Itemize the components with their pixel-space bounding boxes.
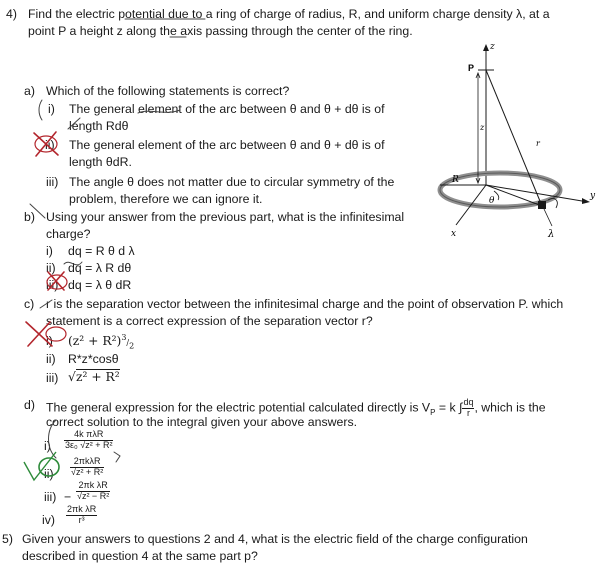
option-label: ii) — [44, 467, 54, 481]
pen-stroke — [30, 204, 45, 218]
option-label: iv) — [42, 513, 55, 527]
label-P: P — [468, 63, 475, 73]
fraction-den: r³ — [78, 514, 85, 525]
part-label: c) — [24, 297, 35, 311]
option-text-line1: The general element of the arc between θ and θ + dθ is of — [69, 138, 385, 152]
option-text: R*z*cosθ — [68, 352, 119, 366]
option-text: dq = λ R dθ — [68, 261, 132, 275]
cross-mark — [34, 132, 58, 156]
prompt-text: The general expression for the electric potential calculated directly is V — [46, 400, 431, 415]
expression-base: (z² + R²) — [68, 334, 122, 349]
separation-line-r — [486, 70, 542, 206]
label-y: y — [590, 191, 596, 201]
question-text-line2: described in question 4 at the same part p? — [22, 549, 258, 563]
ring-charge-figure — [420, 40, 600, 245]
label-lambda: λ — [548, 229, 555, 240]
cross-mark — [47, 272, 67, 290]
part-label: d) — [24, 398, 35, 412]
lambda-pointer — [544, 209, 552, 226]
cross-mark — [26, 322, 66, 346]
bracket-mark — [39, 100, 42, 120]
question-number: 5) — [2, 532, 13, 546]
option-label: iii) — [46, 371, 59, 385]
option-label: iii) — [44, 490, 57, 504]
exponent-den: 2 — [129, 341, 135, 351]
fraction-num: 2πk λR — [76, 481, 110, 492]
part-prompt: Which of the following statements is correct? — [46, 84, 290, 98]
option-text-line1: The angle θ does not matter due to circular symmetry of the — [69, 175, 395, 189]
prompt-text: = k ∫ — [435, 400, 463, 415]
option-label: ii) — [46, 352, 56, 366]
label-z-axis: z — [490, 42, 495, 52]
exponent-num: 3 — [121, 333, 127, 342]
option-text-line2: length Rdθ — [69, 119, 129, 133]
theta-arc — [494, 191, 499, 200]
option-expression: $(z^2 + R^2)^3/_2$ — [68, 333, 135, 351]
option-label: i) — [44, 439, 51, 453]
y-axis-arrow — [582, 198, 590, 204]
scribble-mark — [64, 262, 82, 265]
part-prompt-line1: r is the separation vector between the infinitesimal charge and the point of observation P. which — [46, 297, 564, 311]
pen-stroke — [68, 118, 80, 129]
part-label: a) — [24, 84, 35, 98]
pen-stroke — [40, 300, 52, 308]
label-x: x — [451, 229, 457, 239]
radicand: z² + R² — [76, 370, 120, 384]
option-label: i) — [46, 244, 53, 258]
option-text-line1: The general element of the arc between θ and θ + dθ is of — [69, 102, 385, 116]
option-expression: √z² + R² — [68, 370, 120, 384]
label-z-height: z — [480, 123, 485, 132]
option-label: i) — [48, 102, 55, 116]
label-R: R — [452, 175, 459, 185]
part-prompt-line1: Using your answer from the previous part, what is the infinitesimal — [46, 210, 405, 224]
option-text-line2: problem, therefore we can ignore it. — [69, 192, 263, 206]
option-text-line2: length θdR. — [69, 155, 132, 169]
prompt-text: , which is the — [474, 400, 546, 415]
option-label: i) — [46, 334, 53, 348]
fraction-num: 2πkλR — [70, 457, 104, 468]
fraction-num: 4k πλR — [64, 430, 113, 441]
fraction-den: √z² + R² — [71, 466, 104, 477]
option-label: ii) — [45, 138, 55, 152]
question-text-line1: Given your answers to questions 2 and 4, what is the electric field of the charge configuration — [22, 532, 528, 546]
fraction-den: 3ε₀ √z² + R² — [65, 439, 113, 450]
question-text-line2: point P a height z along the axis passing through the center of the ring. — [28, 24, 413, 38]
z-axis-arrow — [483, 44, 489, 51]
option-label: iii) — [46, 278, 59, 292]
part-prompt-line2: charge? — [46, 227, 91, 241]
subscript: P — [430, 408, 436, 418]
label-r: r — [536, 139, 540, 148]
charge-element — [538, 201, 546, 209]
option-text: dq = R θ d λ — [68, 244, 135, 258]
label-theta: θ — [489, 196, 495, 206]
option-label: ii) — [46, 261, 56, 275]
option-text: dq = λ θ dR — [68, 278, 132, 292]
fraction-num: dq — [463, 397, 474, 407]
question-number: 4) — [6, 7, 17, 21]
fraction-num: 2πk λR — [67, 504, 97, 514]
part-label: b) — [24, 210, 35, 224]
part-prompt-line2: statement is a correct expression of the separation vector r? — [46, 314, 373, 328]
question-mark — [114, 452, 120, 462]
fraction-den: √z² − R² — [77, 490, 110, 501]
scribble-mark — [138, 110, 180, 113]
option-sign: − — [64, 490, 72, 504]
option-label: iii) — [46, 175, 59, 189]
fraction-den: r — [466, 407, 470, 418]
part-prompt-line2: correct solution to the integral given your above answers. — [46, 415, 358, 429]
question-text-line1: Find the electric potential due to a ring of charge of radius, R, and uniform charge density λ, at a — [28, 7, 550, 21]
